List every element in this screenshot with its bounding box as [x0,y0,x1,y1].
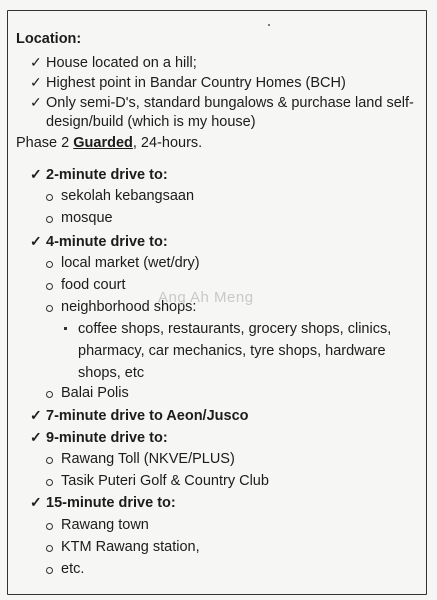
location-point-2: ✓ Highest point in Bandar Country Homes (BCH) [30,74,346,91]
list-item: food court [61,277,126,293]
guarded-text: Guarded [73,135,133,151]
circle-bullet-icon [46,567,53,574]
list-item: neighborhood shops: [61,299,197,315]
list-item: Tasik Puteri Golf & Country Club [61,473,269,489]
shops-line-2: pharmacy, car mechanics, tyre shops, hardware [78,343,386,359]
location-point-3-cont: design/build (which is my house) [46,114,256,130]
section-2-minute-title: ✓ 2-minute drive to: [30,166,168,183]
circle-bullet-icon [46,479,53,486]
location-point-1: ✓ House located on a hill; [30,54,197,71]
shops-line-3: shops, etc [78,365,145,381]
section-15-minute-title: ✓ 15-minute drive to: [30,494,176,511]
phase-line: Phase 2 Guarded, 24-hours. [16,135,203,151]
circle-bullet-icon [46,391,53,398]
watermark: Ang Ah Meng [158,289,254,306]
square-bullet-icon [64,327,67,330]
list-item: etc. [61,561,85,577]
circle-bullet-icon [46,261,53,268]
circle-bullet-icon [46,283,53,290]
circle-bullet-icon [46,305,53,312]
circle-bullet-icon [46,523,53,530]
check-icon: ✓ [30,494,42,510]
location-heading: Location: [16,31,82,47]
check-icon: ✓ [30,429,42,445]
list-item: local market (wet/dry) [61,255,200,271]
list-item: mosque [61,210,113,226]
circle-bullet-icon [46,545,53,552]
circle-bullet-icon [46,457,53,464]
check-icon: ✓ [30,233,42,249]
section-4-minute-title: ✓ 4-minute drive to: [30,233,168,250]
check-icon: ✓ [30,54,42,70]
list-item: Rawang town [61,517,149,533]
section-9-minute-title: ✓ 9-minute drive to: [30,429,168,446]
circle-bullet-icon [46,194,53,201]
check-icon: ✓ [30,74,42,90]
list-item: KTM Rawang station, [61,539,200,555]
list-item: Rawang Toll (NKVE/PLUS) [61,451,235,467]
check-icon: ✓ [30,407,42,423]
location-point-3: ✓ Only semi-D's, standard bungalows & purchase land self- [30,94,414,111]
check-icon: ✓ [30,94,42,110]
shops-line-1: coffee shops, restaurants, grocery shops, clinics, [78,321,392,337]
list-item: sekolah kebangsaan [61,188,195,204]
list-item: Balai Polis [61,385,129,401]
circle-bullet-icon [46,216,53,223]
check-icon: ✓ [30,166,42,182]
section-7-minute-title: ✓ 7-minute drive to Aeon/Jusco [30,407,249,424]
